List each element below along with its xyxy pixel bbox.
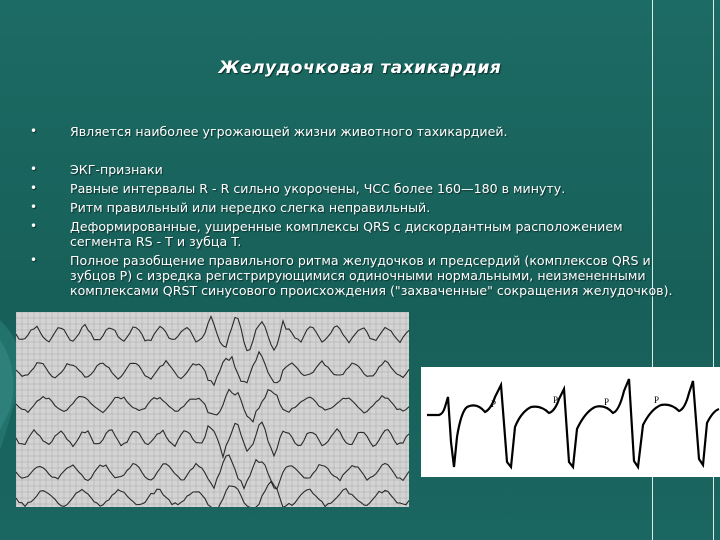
bullet-text: Является наиболее угрожающей жизни животного тахикардией. bbox=[70, 124, 508, 139]
bullet-text: Деформированные, уширенные комплексы QRS с дискордантным расположением сегмента RS - T и зубца T. bbox=[70, 219, 623, 249]
bullet-item bbox=[30, 200, 680, 215]
ecg-label-p: P bbox=[654, 395, 660, 405]
bullet-icon: • bbox=[30, 200, 38, 214]
bullet-text: ЭКГ-признаки bbox=[70, 162, 163, 177]
bullet-item bbox=[30, 162, 680, 177]
bullet-item bbox=[30, 219, 680, 249]
ecg-complex-diagram bbox=[421, 367, 720, 477]
bullet-icon: • bbox=[30, 219, 38, 233]
bullet-item bbox=[30, 253, 680, 298]
ecg-label-p: P bbox=[491, 399, 497, 409]
bullet-icon: • bbox=[30, 253, 38, 267]
bullet-item bbox=[30, 124, 680, 139]
bullet-text: Ритм правильный или нередко слегка неправильный. bbox=[70, 200, 431, 215]
bullet-icon: • bbox=[30, 162, 38, 176]
ecg-strip-image bbox=[16, 312, 409, 507]
bullet-item bbox=[30, 181, 680, 196]
bullet-text: Равные интервалы R - R сильно укорочены, ЧСС более 160—180 в минуту. bbox=[70, 181, 566, 196]
bullet-list bbox=[30, 124, 680, 302]
bullet-text: Полное разобщение правильного ритма желудочков и предсердий (комплексов QRS и зубцов P) с изредка регистрирующимися одиночными нормальными, неизмененными комплексами QRST синусового происхождения ("захваченные" сокращения желудочков). bbox=[70, 253, 673, 298]
bullet-icon: • bbox=[30, 124, 38, 138]
ecg-label-p: P bbox=[553, 395, 559, 405]
bullet-icon: • bbox=[30, 181, 38, 195]
ecg-label-p: P bbox=[604, 397, 610, 407]
slide-title: Желудочковая тахикардия bbox=[218, 58, 502, 78]
